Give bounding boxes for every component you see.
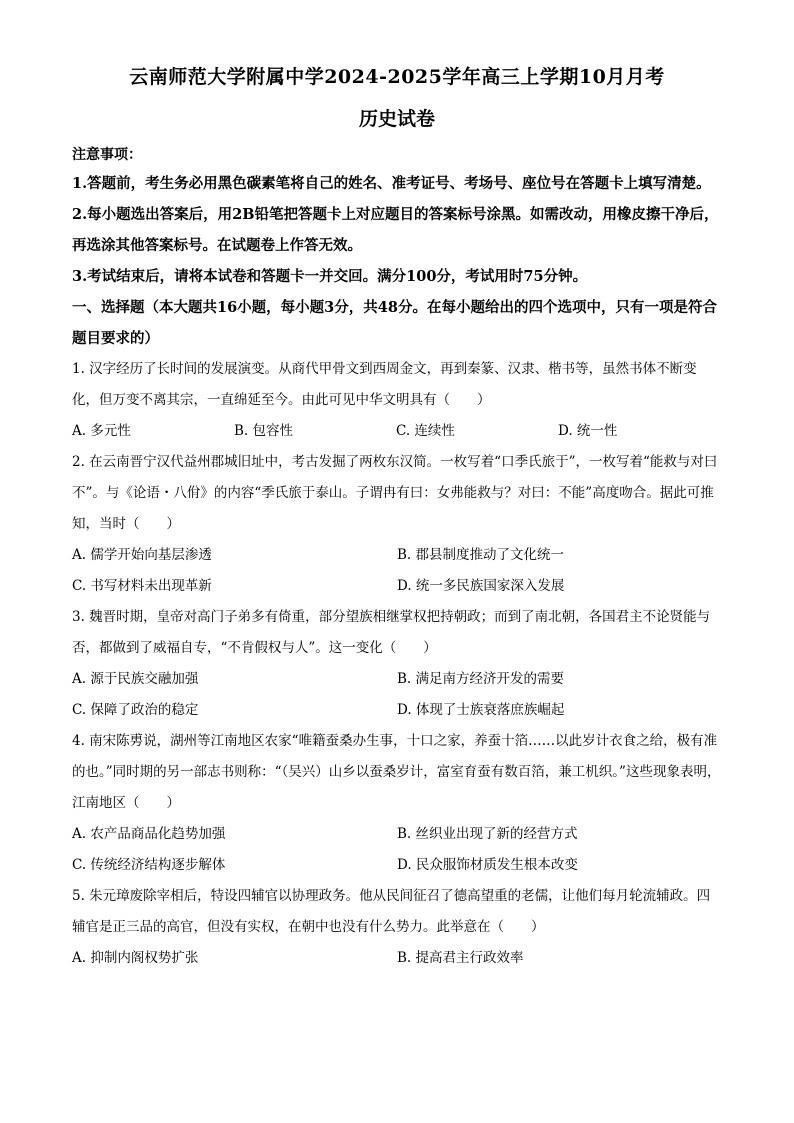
page-subtitle: 历史试卷 bbox=[358, 108, 435, 130]
notes-heading: 注意事项： bbox=[72, 147, 142, 163]
option-d: D. 民众服饰材质发生根本改变 bbox=[397, 857, 578, 873]
option-b: B. 包容性 bbox=[234, 423, 294, 439]
option-c: C. 连续性 bbox=[396, 423, 455, 439]
question-stem: 1. 汉字经历了长时间的发展演变。从商代甲骨文到西周金文，再到秦篆、汉隶、楷书等，虽然书体不断变化，但万变不离其宗，一直绵延至今。由此可见中华文明具有（ ） bbox=[72, 361, 697, 408]
option-a: A. 抑制内阁权势扩张 bbox=[72, 950, 199, 966]
option-a: A. 农产品商品化趋势加强 bbox=[72, 826, 226, 842]
section-heading: 一、选择题（本大题共16小题，每小题3分，共48分。在每小题给出的四个选项中，只有一项是符合题目要求的） bbox=[72, 299, 717, 347]
option-a: A. 多元性 bbox=[72, 423, 131, 439]
option-c: C. 保障了政治的稳定 bbox=[72, 702, 199, 718]
option-b: B. 满足南方经济开发的需要 bbox=[397, 671, 565, 687]
question-options bbox=[72, 943, 722, 974]
option-b: B. 提高君主行政效率 bbox=[397, 950, 524, 966]
question-stem: 2. 在云南晋宁汉代益州郡城旧址中，考古发掘了两枚东汉简。一枚写着“口季氏旅于”，一枚写着“能救与对曰不”。与《论语・八佾》的内容“季氏旅于泰山。子谓冉有曰：女弗能救与？对曰：不能”高度吻合。据此可推知，当时（ ） bbox=[72, 454, 718, 532]
option-a: A. 源于民族交融加强 bbox=[72, 671, 199, 687]
option-a: A. 儒学开始向基层渗透 bbox=[72, 547, 212, 563]
option-c: C. 书写材料未出现革新 bbox=[72, 578, 212, 594]
option-d: D. 统一性 bbox=[558, 423, 618, 439]
option-b: B. 郡县制度推动了文化统一 bbox=[397, 547, 565, 563]
question-stem: 4. 南宋陈旉说，湖州等江南地区农家“唯籍蚕桑办生事，十口之家，养蚕十箔……以此岁计衣食之给，极有准的也。”同时期的另一部志书则称：“（吴兴）山乡以蚕桑岁计，富室育蚕有数百箔，兼工机织。”这些现象表明，江南地区（ ） bbox=[72, 733, 721, 811]
option-b: B. 丝织业出现了新的经营方式 bbox=[397, 826, 578, 842]
question-options bbox=[72, 540, 722, 602]
question-options bbox=[72, 819, 722, 881]
question-options bbox=[72, 664, 722, 726]
question-stem: 3. 魏晋时期，皇帝对高门子弟多有倚重，部分望族相继掌权把持朝政；而到了南北朝，各国君主不论贤能与否，都做到了威福自专，“不肯假权与人”。这一变化（ ） bbox=[72, 609, 711, 656]
question-stem: 5. 朱元璋废除宰相后，特设四辅官以协理政务。他从民间征召了德高望重的老儒，让他们每月轮流辅政。四辅官是正三品的高官，但没有实权，在朝中也没有什么势力。此举意在（ ） bbox=[72, 888, 711, 935]
question-options bbox=[72, 416, 722, 447]
note-item: 2.每小题选出答案后，用2B铅笔把答题卡上对应题目的答案标号涂黑。如需改动，用橡皮擦干净后，再选涂其他答案标号。在试题卷上作答无效。 bbox=[72, 206, 719, 254]
note-item: 1.答题前，考生务必用黑色碳素笔将自己的姓名、准考证号、考场号、座位号在答题卡上填写清楚。 bbox=[72, 175, 711, 192]
exam-page bbox=[72, 60, 722, 974]
note-item: 3.考试结束后，请将本试卷和答题卡一并交回。满分100分，考试用时75分钟。 bbox=[72, 268, 588, 285]
option-d: D. 体现了士族衰落庶族崛起 bbox=[397, 702, 565, 718]
option-d: D. 统一多民族国家深入发展 bbox=[397, 578, 565, 594]
page-title: 云南师范大学附属中学2024-2025学年高三上学期10月月考 bbox=[129, 66, 665, 88]
option-c: C. 传统经济结构逐步解体 bbox=[72, 857, 226, 873]
